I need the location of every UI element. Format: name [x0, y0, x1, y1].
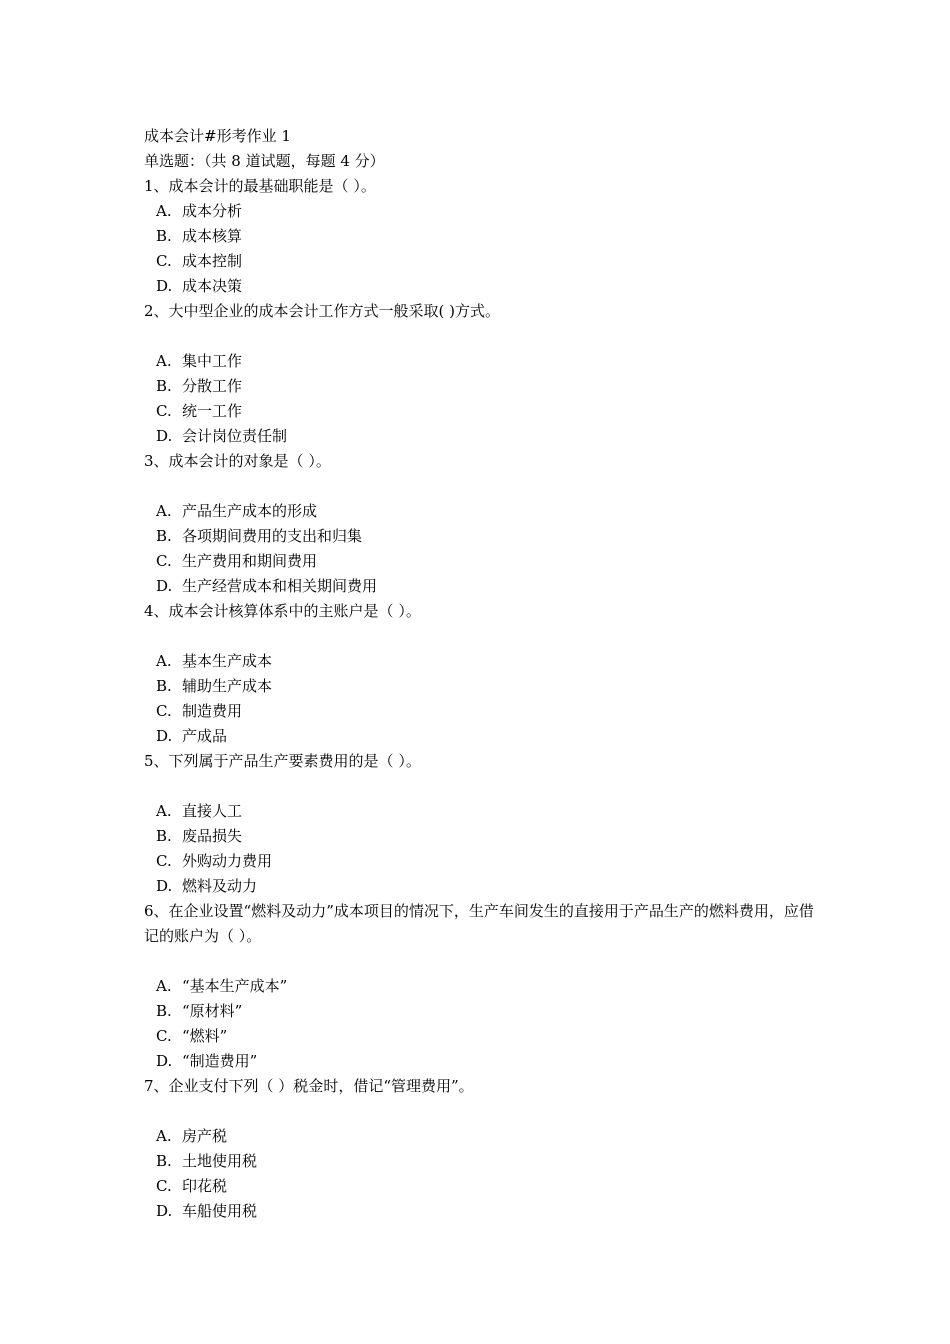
- option-letter: B.: [156, 827, 172, 845]
- spacer: [144, 774, 824, 799]
- option-d: [144, 574, 824, 599]
- option-text: 制造费用: [182, 702, 243, 720]
- option-text: 废品损失: [182, 827, 243, 845]
- option-d: [144, 1199, 824, 1224]
- option-text: 车船使用税: [182, 1202, 258, 1220]
- option-text: 会计岗位责任制: [182, 427, 288, 445]
- option-text: 成本决策: [182, 277, 243, 295]
- option-b: [144, 524, 824, 549]
- option-text: 土地使用税: [182, 1152, 258, 1170]
- option-letter: D.: [156, 1052, 173, 1070]
- option-b: [144, 674, 824, 699]
- option-text: “制造费用”: [182, 1052, 258, 1070]
- option-d: [144, 1049, 824, 1074]
- option-a: [144, 649, 824, 674]
- question-1: [144, 174, 824, 299]
- document-title: 成本会计#形考作业 1: [144, 127, 291, 145]
- option-b: [144, 374, 824, 399]
- option-c: [144, 249, 824, 274]
- option-text: 产成品: [182, 727, 228, 745]
- option-letter: B.: [156, 677, 172, 695]
- option-d: [144, 274, 824, 299]
- option-d: [144, 874, 824, 899]
- question-text: 5、下列属于产品生产要素费用的是（ ）。: [144, 752, 421, 770]
- question-7: [144, 1074, 824, 1224]
- option-d: [144, 424, 824, 449]
- question-text: 1、成本会计的最基础职能是（ ）。: [144, 177, 376, 195]
- option-letter: D.: [156, 577, 173, 595]
- option-letter: D.: [156, 877, 173, 895]
- option-letter: A.: [156, 977, 172, 995]
- option-text: “原材料”: [182, 1002, 243, 1020]
- option-letter: D.: [156, 1202, 173, 1220]
- option-text: 燃料及动力: [182, 877, 258, 895]
- question-5: [144, 749, 824, 899]
- option-d: [144, 724, 824, 749]
- question-4: [144, 599, 824, 749]
- option-text: 生产经营成本和相关期间费用: [182, 577, 378, 595]
- question-text: 7、企业支付下列（ ）税金时，借记“管理费用”。: [144, 1077, 474, 1095]
- option-text: 各项期间费用的支出和归集: [182, 527, 363, 545]
- option-letter: C.: [156, 1027, 172, 1045]
- option-letter: C.: [156, 852, 172, 870]
- option-letter: A.: [156, 502, 172, 520]
- option-text: 成本分析: [182, 202, 243, 220]
- option-text: 印花税: [182, 1177, 228, 1195]
- option-a: [144, 349, 824, 374]
- spacer: [144, 324, 824, 349]
- option-letter: A.: [156, 652, 172, 670]
- option-text: “基本生产成本”: [182, 977, 288, 995]
- option-letter: A.: [156, 352, 172, 370]
- option-text: “燃料”: [182, 1027, 228, 1045]
- option-text: 房产税: [182, 1127, 228, 1145]
- option-letter: A.: [156, 802, 172, 820]
- option-letter: C.: [156, 702, 172, 720]
- option-text: 外购动力费用: [182, 852, 273, 870]
- option-text: 成本控制: [182, 252, 243, 270]
- option-letter: A.: [156, 1127, 172, 1145]
- option-text: 统一工作: [182, 402, 243, 420]
- option-c: [144, 1024, 824, 1049]
- option-a: [144, 499, 824, 524]
- question-3: [144, 449, 824, 599]
- spacer: [144, 474, 824, 499]
- option-letter: D.: [156, 277, 173, 295]
- option-c: [144, 699, 824, 724]
- option-text: 分散工作: [182, 377, 243, 395]
- option-b: [144, 224, 824, 249]
- option-c: [144, 549, 824, 574]
- option-letter: B.: [156, 377, 172, 395]
- option-letter: B.: [156, 1152, 172, 1170]
- option-a: [144, 1124, 824, 1149]
- option-letter: B.: [156, 527, 172, 545]
- option-letter: C.: [156, 1177, 172, 1195]
- option-a: [144, 199, 824, 224]
- spacer: [144, 1099, 824, 1124]
- option-letter: C.: [156, 252, 172, 270]
- document-page: [144, 124, 824, 1224]
- spacer: [144, 949, 824, 974]
- option-c: [144, 849, 824, 874]
- question-2: [144, 299, 824, 449]
- section-heading: 单选题：（共 8 道试题，每题 4 分）: [144, 152, 385, 170]
- option-letter: A.: [156, 202, 172, 220]
- option-text: 辅助生产成本: [182, 677, 273, 695]
- option-text: 基本生产成本: [182, 652, 273, 670]
- option-letter: B.: [156, 227, 172, 245]
- option-b: [144, 1149, 824, 1174]
- option-letter: D.: [156, 427, 173, 445]
- option-text: 产品生产成本的形成: [182, 502, 318, 520]
- option-text: 直接人工: [182, 802, 243, 820]
- question-text: 3、成本会计的对象是（ ）。: [144, 452, 331, 470]
- question-text: 4、成本会计核算体系中的主账户是（ ）。: [144, 602, 421, 620]
- question-text: 2、大中型企业的成本会计工作方式一般采取( )方式。: [144, 302, 501, 320]
- option-a: [144, 799, 824, 824]
- option-c: [144, 399, 824, 424]
- option-letter: C.: [156, 402, 172, 420]
- option-letter: D.: [156, 727, 173, 745]
- question-text: 6、在企业设置“燃料及动力”成本项目的情况下，生产车间发生的直接用于产品生产的燃料费用，应借记的账户为（ ）。: [144, 902, 814, 945]
- option-letter: B.: [156, 1002, 172, 1020]
- option-letter: C.: [156, 552, 172, 570]
- option-c: [144, 1174, 824, 1199]
- option-b: [144, 999, 824, 1024]
- spacer: [144, 624, 824, 649]
- option-a: [144, 974, 824, 999]
- option-b: [144, 824, 824, 849]
- option-text: 成本核算: [182, 227, 243, 245]
- option-text: 生产费用和期间费用: [182, 552, 318, 570]
- option-text: 集中工作: [182, 352, 243, 370]
- question-6: [144, 899, 824, 1074]
